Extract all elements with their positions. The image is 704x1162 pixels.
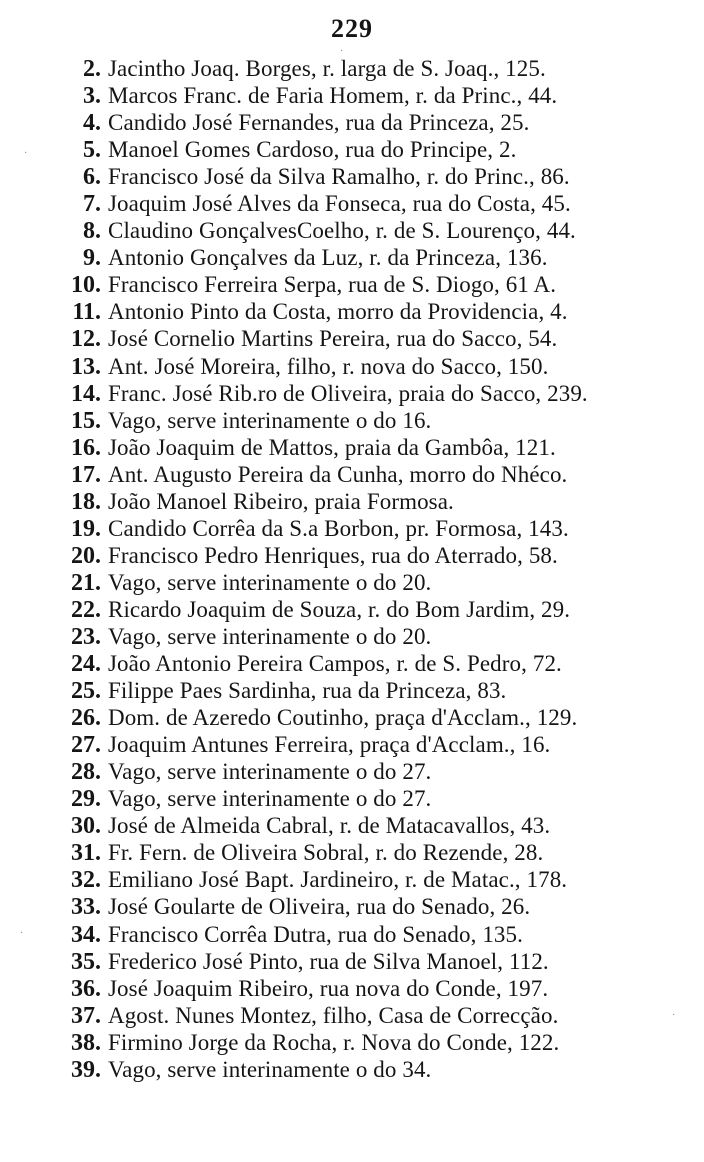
entry-number: 28.: [71, 759, 101, 786]
entry-list: [44, 55, 664, 1083]
entry-text: Franc. José Rib.ro de Oliveira, praia do Sacco, 239.: [108, 380, 588, 406]
entry-number: 15.: [71, 407, 101, 434]
list-item: [44, 407, 664, 434]
entry-number: 2.: [83, 56, 101, 82]
entry-number: 36.: [71, 975, 101, 1002]
entry-number: 31.: [71, 840, 101, 867]
list-item: [44, 893, 664, 920]
entry-text: José Cornelio Martins Pereira, rua do Sacco, 54.: [108, 326, 558, 352]
entry-number: 24.: [71, 651, 101, 678]
entry-number: 35.: [71, 948, 101, 975]
entry-number: 14.: [71, 380, 101, 407]
entry-number: 11.: [72, 299, 101, 326]
entry-number: 32.: [71, 867, 101, 894]
entry-text: Agost. Nunes Montez, filho, Casa de Correcção.: [108, 1002, 559, 1028]
entry-text: Francisco José da Silva Ramalho, r. do Princ., 86.: [108, 164, 570, 190]
entry-number: 7.: [83, 191, 101, 218]
list-item: [44, 921, 664, 948]
entry-text: Vago, serve interinamente o do 20.: [108, 569, 432, 595]
entry-number: 12.: [71, 326, 101, 353]
entry-number: 21.: [71, 569, 101, 596]
list-item: [44, 948, 664, 975]
entry-text: Antonio Gonçalves da Luz, r. da Princeza, 136.: [108, 245, 548, 271]
entry-text: Francisco Ferreira Serpa, rua de S. Diogo, 61 A.: [108, 272, 557, 298]
paper-speck: ·: [20, 928, 24, 939]
list-item: [44, 866, 664, 893]
entry-text: Vago, serve interinamente o do 20.: [108, 623, 432, 649]
list-item: [44, 380, 664, 407]
page-number: 229: [331, 14, 373, 43]
list-item: [44, 109, 664, 136]
entry-text: Francisco Corrêa Dutra, rua do Senado, 135.: [108, 921, 523, 947]
entry-number: 16.: [71, 434, 101, 461]
list-item: [44, 596, 664, 623]
entry-number: 3.: [83, 83, 101, 110]
entry-text: Jacintho Joaq. Borges, r. larga de S. Joaq., 125.: [108, 56, 546, 81]
list-item: [44, 975, 664, 1002]
entry-text: Fr. Fern. de Oliveira Sobral, r. do Rezende, 28.: [108, 840, 544, 866]
entry-number: 22.: [71, 596, 101, 623]
entry-text: Emiliano José Bapt. Jardineiro, r. de Matac., 178.: [108, 867, 568, 893]
list-item: [44, 650, 664, 677]
entry-number: 27.: [71, 732, 101, 759]
list-item: [44, 812, 664, 839]
entry-text: José de Almeida Cabral, r. de Matacavallos, 43.: [108, 813, 551, 839]
entry-text: Francisco Pedro Henriques, rua do Aterrado, 58.: [108, 542, 558, 568]
entry-number: 17.: [71, 461, 101, 488]
entry-number: 37.: [71, 1002, 101, 1029]
entry-text: João Antonio Pereira Campos, r. de S. Pedro, 72.: [108, 651, 562, 677]
list-item: [44, 190, 664, 217]
entry-text: Vago, serve interinamente o do 34.: [108, 1056, 432, 1082]
list-item: [44, 623, 664, 650]
entry-number: 4.: [83, 110, 101, 137]
entry-number: 33.: [71, 894, 101, 921]
entry-number: 23.: [71, 623, 101, 650]
entry-number: 10.: [71, 272, 101, 299]
list-item: [44, 55, 664, 82]
entry-number: 18.: [71, 488, 101, 515]
entry-text: João Manoel Ribeiro, praia Formosa.: [108, 488, 454, 514]
list-item: [44, 731, 664, 758]
entry-text: Manoel Gomes Cardoso, rua do Principe, 2.: [108, 137, 517, 163]
entry-text: Candido Corrêa da S.a Borbon, pr. Formosa, 143.: [108, 515, 569, 541]
list-item: [44, 163, 664, 190]
entry-text: José Goularte de Oliveira, rua do Senado, 26.: [108, 894, 531, 920]
list-item: [44, 515, 664, 542]
paper-speck: ·: [340, 46, 344, 57]
entry-number: 26.: [71, 705, 101, 732]
entry-number: 6.: [83, 164, 101, 191]
list-item: [44, 542, 664, 569]
list-item: [44, 488, 664, 515]
list-item: [44, 839, 664, 866]
entry-text: José Joaquim Ribeiro, rua nova do Conde, 197.: [108, 975, 549, 1001]
list-item: [44, 1002, 664, 1029]
entry-number: 38.: [71, 1029, 101, 1056]
entry-text: Vago, serve interinamente o do 27.: [108, 759, 432, 785]
entry-text: Claudino GonçalvesCoelho, r. de S. Lourenço, 44.: [108, 218, 576, 244]
entry-text: Candido José Fernandes, rua da Princeza, 25.: [108, 110, 530, 136]
entry-number: 13.: [71, 353, 101, 380]
entry-number: 20.: [71, 542, 101, 569]
list-item: [44, 434, 664, 461]
entry-number: 25.: [71, 678, 101, 705]
entry-text: Antonio Pinto da Costa, morro da Providencia, 4.: [108, 299, 568, 325]
entry-text: Firmino Jorge da Rocha, r. Nova do Conde, 122.: [108, 1029, 560, 1055]
entry-text: Vago, serve interinamente o do 27.: [108, 786, 432, 812]
entry-text: Joaquim José Alves da Fonseca, rua do Costa, 45.: [108, 191, 571, 217]
entry-number: 29.: [71, 786, 101, 813]
list-item: [44, 785, 664, 812]
list-item: [44, 325, 664, 352]
entry-text: João Joaquim de Mattos, praia da Gambôa, 121.: [108, 434, 556, 460]
entry-text: Frederico José Pinto, rua de Silva Manoel, 112.: [108, 948, 549, 974]
paper-speck: ·: [672, 1010, 676, 1021]
entry-text: Filippe Paes Sardinha, rua da Princeza, 83.: [108, 678, 507, 704]
entry-number: 8.: [83, 218, 101, 245]
list-item: [44, 217, 664, 244]
list-item: [44, 1029, 664, 1056]
list-item: [44, 298, 664, 325]
list-item: [44, 136, 664, 163]
list-item: [44, 569, 664, 596]
entry-text: Ricardo Joaquim de Souza, r. do Bom Jardim, 29.: [108, 596, 571, 622]
list-item: [44, 758, 664, 785]
entry-text: Ant. Augusto Pereira da Cunha, morro do Nhéco.: [108, 461, 568, 487]
list-item: [44, 353, 664, 380]
entry-text: Ant. José Moreira, filho, r. nova do Sacco, 150.: [108, 353, 549, 379]
list-item: [44, 461, 664, 488]
entry-number: 30.: [71, 813, 101, 840]
entry-text: Joaquim Antunes Ferreira, praça d'Acclam., 16.: [108, 732, 551, 758]
entry-number: 9.: [83, 245, 101, 272]
entry-text: Vago, serve interinamente o do 16.: [108, 407, 432, 433]
list-item: [44, 271, 664, 298]
list-item: [44, 1056, 664, 1083]
list-item: [44, 244, 664, 271]
list-item: [44, 82, 664, 109]
entry-number: 5.: [83, 137, 101, 164]
list-item: [44, 677, 664, 704]
entry-number: 39.: [71, 1056, 101, 1083]
entry-text: Marcos Franc. de Faria Homem, r. da Princ., 44.: [108, 83, 558, 109]
list-item: [44, 704, 664, 731]
entry-number: 19.: [71, 515, 101, 542]
paper-speck: ·: [24, 148, 28, 159]
entry-text: Dom. de Azeredo Coutinho, praça d'Acclam., 129.: [108, 705, 578, 731]
entry-number: 34.: [71, 921, 101, 948]
